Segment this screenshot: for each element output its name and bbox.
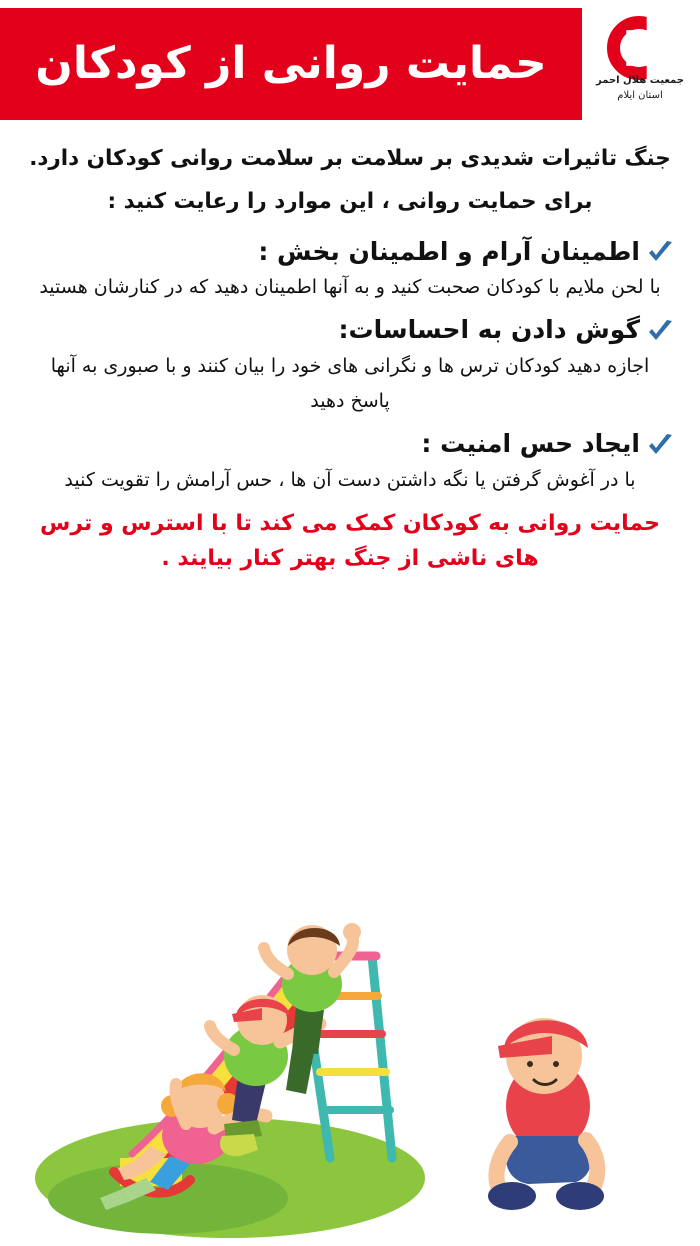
- check-mark-icon: [646, 432, 674, 460]
- tip-heading: ایجاد حس امنیت :: [421, 429, 640, 459]
- title-banner: [0, 8, 582, 120]
- tip-heading: اطمینان آرام و اطمینان بخش :: [258, 236, 640, 266]
- organization-line2: استان ایلام: [617, 89, 663, 101]
- tip-item: [26, 233, 674, 306]
- tip-body: با در آغوش گرفتن یا نگه داشتن دست آن ها ، حس آرامش را تقویت کنید: [64, 468, 636, 491]
- check-mark-icon: [646, 318, 674, 346]
- tip-item: [26, 425, 674, 498]
- tip-heading-row: [26, 311, 674, 349]
- content-body: [0, 128, 700, 576]
- tip-heading-row: [26, 233, 674, 271]
- check-mark-icon: [646, 239, 674, 267]
- page-header: [0, 0, 700, 128]
- closing-statement: حمایت روانی به کودکان کمک می کند تا با استرس و ترس های ناشی از جنگ بهتر کنار بیایند .: [39, 510, 661, 571]
- tip-body: با لحن ملایم با کودکان صحبت کنید و به آنها اطمینان دهید که در کنارشان هستید: [39, 276, 661, 299]
- intro-line-2: برای حمایت روانی ، این موارد را رعایت کنید :: [107, 189, 593, 215]
- tip-heading-row: [26, 425, 674, 463]
- page-title: حمایت روانی از کودکان: [35, 37, 547, 89]
- tip-heading: گوش دادن به احساسات:: [338, 315, 640, 345]
- organization-logo: [582, 0, 700, 128]
- organization-name: [584, 74, 696, 103]
- organization-line1: جمعیت هلال احمر: [596, 75, 684, 86]
- tip-body: اجازه دهید کودکان ترس ها و نگرانی های خود را بیان کنند و با صبوری به آنها پاسخ دهید: [50, 354, 650, 412]
- children-playground-slide-illustration: [0, 806, 700, 1246]
- intro-line-1: جنگ تاثیرات شدیدی بر سلامت بر سلامت روانی کودکان دارد.: [29, 146, 671, 171]
- tip-item: [26, 311, 674, 419]
